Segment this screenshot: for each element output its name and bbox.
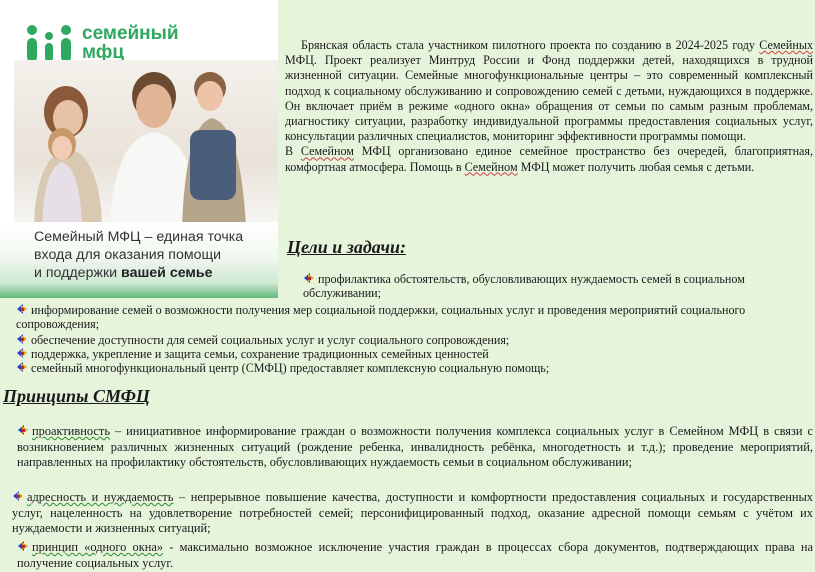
- bullet-icon: [16, 303, 28, 315]
- caption-line-3-bold: вашей семье: [121, 265, 213, 281]
- bullet-icon: [12, 490, 24, 502]
- principle-term: принцип «одного окна»: [32, 540, 164, 554]
- intro-p1-text-a: Брянская область стала участником пилотного проекта по созданию в 2024-2025 году: [301, 38, 760, 52]
- intro-p2-text-b: МФЦ организовано единое семейное пространство без очередей, благоприятная, комфортная атмосфера. Помощь в: [285, 144, 813, 174]
- goal-item: [16, 303, 813, 332]
- goal-item: [16, 347, 813, 361]
- intro-p2-text-a: В: [285, 144, 301, 159]
- caption-line-1: Семейный МФЦ – единая точка: [34, 229, 244, 245]
- intro-p2-text-c: МФЦ может получить любая семья с детьми.: [517, 159, 755, 174]
- principles-heading: Принципы СМФЦ: [3, 386, 150, 406]
- caption-line-3: [34, 264, 270, 282]
- principle-text: – непрерывное повышение качества, доступности и комфортности предоставления социальных и государственных услуг, нацеленность на удовлетворение потребностей семей; персонифицированный подход, оказание адресной помощи семьям с учётом их нуждаемости и жизненных ситуаций;: [12, 490, 813, 535]
- caption-line-2: входа для оказания помощи: [34, 247, 222, 263]
- goal-item-text: семейный многофункциональный центр (СМФЦ) предоставляет комплексную социальную помощь;: [31, 361, 550, 375]
- bullet-icon: [17, 540, 29, 552]
- poster-caption: [0, 222, 278, 298]
- intro-p1-text-b: МФЦ. Проект реализует Минтруд России и Фонд поддержки детей, находящихся в трудной жизненной ситуации. Семейные многофункциональные центры – это современный комплексный подход к социальному обслуживанию и сопровождению семей с детьми, нуждающихся в поддержке. Он включает приём в режиме «одного окна» обращения от семьи по самым разным проблемам, диагностику ситуации, разработку индивидуальной программы предоставления социальных услуг, консультации различных специалистов, мониторинг эффективности программы помощи.: [285, 53, 813, 144]
- goal-item-text: обеспечение доступности для семей социальных услуг и услуг социального сопровождения;: [31, 333, 510, 347]
- goal-item-text: поддержка, укрепление и защита семьи, сохранение традиционных семейных ценностей: [31, 347, 489, 361]
- bullet-icon: [303, 272, 315, 284]
- logo: [22, 22, 179, 64]
- goal-item: [16, 361, 813, 375]
- caption-line-3-text: и поддержки: [34, 265, 122, 281]
- intro-p2-term-1: Семейном: [300, 144, 354, 159]
- intro-p2-term-2: Семейном: [464, 159, 518, 174]
- intro-paragraph-1: [285, 38, 813, 144]
- principle-item: [17, 540, 813, 571]
- goal-item: [16, 333, 813, 347]
- principle-text: – инициативное информирование граждан о возможности получения комплекса социальных услуг в Семейном МФЦ в связи с возникновением различных жизненных ситуаций (рождение ребенка, инвалидность ребёнка, многодетность и т.д.); проведение мероприятий, направленных на профилактику обстоятельств, обусловливающих нуждаемость семьи в социальном обслуживании;: [17, 424, 813, 469]
- principle-item: [12, 490, 813, 537]
- family-photo: [14, 60, 278, 226]
- goal-item-text: информирование семей о возможности получения мер социальной поддержки, социальных услуг и проведения мероприятий социального сопровождения;: [16, 303, 746, 332]
- bullet-icon: [17, 424, 29, 436]
- intro-paragraph-2: [285, 144, 813, 174]
- family-logo-icon: [22, 22, 76, 64]
- principle-item: [17, 424, 813, 471]
- principle-text: - максимально возможное исключение участия граждан в процессах сбора документов, подтверждающих права на получение социальных услуг.: [17, 540, 813, 570]
- intro-p1-term: Семейных: [759, 38, 813, 52]
- logo-text-line1: семейный: [82, 23, 179, 44]
- family-mfc-poster: [0, 0, 278, 298]
- logo-text-line2: мфц: [82, 42, 125, 63]
- bullet-icon: [16, 333, 28, 345]
- goal-item: [303, 272, 813, 301]
- principle-term: проактивность: [32, 424, 110, 438]
- goal-item-text: профилактика обстоятельств, обусловливающих нуждаемость семей в социальном обслуживании;: [303, 272, 745, 301]
- bullet-icon: [16, 361, 28, 373]
- goals-heading: Цели и задачи:: [287, 237, 406, 257]
- intro-text: [285, 38, 813, 175]
- principle-term: адресность и нуждаемость: [27, 490, 174, 504]
- bullet-icon: [16, 347, 28, 359]
